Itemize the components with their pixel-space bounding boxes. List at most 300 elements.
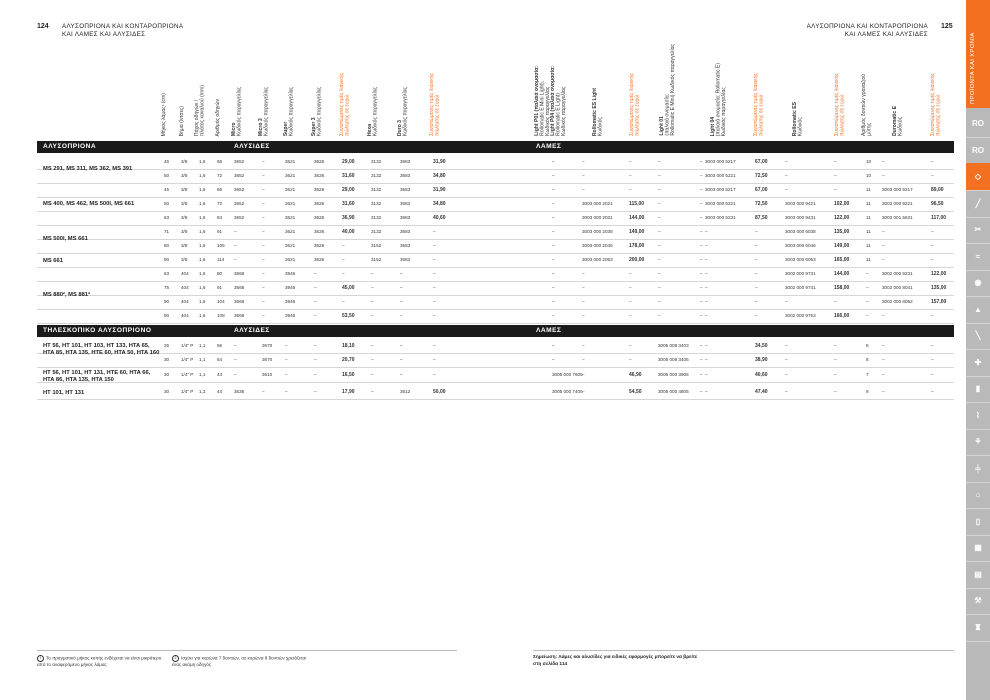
table-cell: – xyxy=(629,343,632,348)
table-cell: – xyxy=(882,173,885,178)
rail-item-12[interactable] xyxy=(966,402,990,430)
col-head-left-text-3 xyxy=(195,85,206,136)
table-cell: 3003 000 5221 xyxy=(705,173,736,178)
table-cell: 3003 000 5217 xyxy=(705,159,736,164)
col-head-left-text-7 xyxy=(284,87,295,136)
col-head-right-text-2 xyxy=(551,66,568,136)
section-title: ΤΗΛΕΣΚΟΠΙΚΟ ΑΛΥΣΟΠΡΙΟΝΟ xyxy=(43,327,152,334)
table-cell: – xyxy=(700,389,703,394)
table-cell: 3636 xyxy=(234,389,245,394)
table-cell: – xyxy=(552,201,555,206)
col-head-right-text-5 xyxy=(660,44,677,136)
table-cell: 3668 xyxy=(234,285,245,290)
col-head-right-line: Συνιστώμενες τιμές λιανικής xyxy=(930,73,936,136)
table-cell: 3610 xyxy=(262,372,273,377)
table-cell: – xyxy=(931,229,934,234)
table-cell: – xyxy=(552,229,555,234)
rail-item-17[interactable] xyxy=(966,534,990,562)
table-cell: – xyxy=(866,313,869,318)
table-cell: – xyxy=(285,357,288,362)
table-cell: 1,6 xyxy=(199,215,206,220)
table-cell: – xyxy=(262,271,265,276)
table-cell: 3946 xyxy=(285,313,296,318)
table-cell: 3670 xyxy=(262,343,273,348)
col-head-right-line: Rollomatic E Light) xyxy=(555,93,562,136)
col-head-left-line: Κωδικός παραγγελίας xyxy=(236,86,243,136)
table-cell: – xyxy=(371,372,374,377)
table-cell: – xyxy=(785,372,788,377)
rail-item-2[interactable] xyxy=(966,137,990,165)
table-cell: 3005 000 4805 xyxy=(658,389,689,394)
table-cell: – xyxy=(629,313,632,318)
table-cell: 10 xyxy=(866,159,872,164)
col-head-right-line: Κωδικός παραγγελίας xyxy=(545,86,552,136)
table-cell: – xyxy=(785,187,788,192)
table-row xyxy=(37,281,954,296)
rail-item-9[interactable] xyxy=(966,322,990,350)
table-cell: – xyxy=(700,299,703,304)
table-cell: – xyxy=(755,313,758,318)
rail-item-16[interactable] xyxy=(966,508,990,536)
table-cell: 3652 xyxy=(234,159,245,164)
table-cell: – xyxy=(433,372,436,377)
table-cell: 3/8 xyxy=(181,229,188,234)
table-cell: 18,10 xyxy=(342,343,355,349)
model-group-1: MS 291, MS 311, MS 362, MS 391 xyxy=(43,166,133,172)
table-cell: 3683 xyxy=(400,159,411,164)
table-row xyxy=(37,353,954,368)
table-cell: – xyxy=(705,271,708,276)
table-cell: 3652 xyxy=(234,187,245,192)
table-cell: 38,90 xyxy=(755,357,768,363)
rail-item-10[interactable] xyxy=(966,349,990,377)
rail-item-3[interactable] xyxy=(966,163,990,191)
col-head-left-text-6 xyxy=(259,87,270,136)
table-cell: 3626 xyxy=(314,229,325,234)
table-cell: – xyxy=(400,299,403,304)
table-cell: 87,50 xyxy=(755,215,768,221)
col-head-right-line: Κωδικός παραγγελίας xyxy=(721,86,728,136)
cultivator-icon: ⚘ xyxy=(974,437,982,446)
table-cell: 20,70 xyxy=(342,357,355,363)
table-cell: 3652 xyxy=(234,173,245,178)
table-cell: 90 xyxy=(164,299,170,304)
table-cell: – xyxy=(658,215,661,220)
table-cell: 102,00 xyxy=(834,201,850,207)
table-cell: 3/8 xyxy=(181,257,188,262)
table-cell: 44 xyxy=(217,389,223,394)
table-cell: 11 xyxy=(866,215,871,220)
table-cell: 1/4" P xyxy=(181,389,194,394)
col-head-left-line: Duro 3 xyxy=(397,119,403,136)
table-cell: – xyxy=(433,229,436,234)
table-cell: – xyxy=(658,159,661,164)
table-cell: 1,1 xyxy=(199,357,206,362)
table-cell: 3003 000 5217 xyxy=(705,187,736,192)
section-bars-label: ΛΑΜΕΣ xyxy=(536,327,562,334)
table-cell: – xyxy=(755,243,758,248)
table-cell: 117,00 xyxy=(931,215,947,221)
pruner-icon: ✚ xyxy=(974,357,982,367)
col-head-right-text-12 xyxy=(931,73,942,136)
col-head-right-line: Συνιστώμενες τιμές λιανικής xyxy=(753,73,759,136)
table-cell: 11 xyxy=(866,257,871,262)
table-cell: 3005 000 3905 xyxy=(658,372,689,377)
table-cell: 1,6 xyxy=(199,285,206,290)
table-cell: 3003 000 6053 xyxy=(785,257,816,262)
table-cell: – xyxy=(400,285,403,290)
table-cell: 3683 xyxy=(400,173,411,178)
col-head-left-line: Αριθμός οδηγών xyxy=(215,98,221,136)
table-cell: 30 xyxy=(164,372,170,377)
table-cell: 404 xyxy=(181,313,189,318)
col-head-left-text-1 xyxy=(162,93,168,136)
table-cell: 72 xyxy=(217,173,223,178)
table-cell: – xyxy=(931,313,934,318)
case-icon: ▤ xyxy=(974,569,982,579)
header-right-line1: ΑΛΥΣΟΠΡΙΟΝΑ ΚΑΙ ΚΟΝΤΑΡΟΠΡΙΟΝΑ xyxy=(806,23,928,30)
table-cell: 200,00 xyxy=(629,257,645,263)
col-head-right-line: πώλησης σε ευρώ xyxy=(758,94,765,136)
table-cell: – xyxy=(785,357,788,362)
rail-item-4[interactable] xyxy=(966,190,990,218)
table-cell: 149,00 xyxy=(834,243,850,249)
table-cell: – xyxy=(834,173,837,178)
table-cell: – xyxy=(882,313,885,318)
region-badge-icon: RO xyxy=(972,145,984,155)
table-cell: – xyxy=(552,159,555,164)
model-group-7: HT 56, HT 101, HT 131, HTE 60, HTA 66, HTA 86, HTA 135, HTA 150 xyxy=(43,370,151,383)
table-cell: – xyxy=(582,187,585,192)
rail-active-category[interactable] xyxy=(966,0,990,108)
table-cell: – xyxy=(371,389,374,394)
table-cell: 3003 000 2053 xyxy=(582,257,613,262)
table-cell: – xyxy=(314,313,317,318)
page-number-left: 124 xyxy=(37,23,49,30)
table-cell: 404 xyxy=(181,271,189,276)
table-cell: 47,40 xyxy=(755,389,768,395)
table-cell: – xyxy=(658,243,661,248)
table-cell: – xyxy=(433,271,436,276)
hedge-icon: ✂ xyxy=(974,225,982,234)
col-head-right-text-7 xyxy=(754,73,765,136)
table-cell: – xyxy=(582,313,585,318)
table-cell: – xyxy=(882,372,885,377)
table-cell: 10 xyxy=(866,173,872,178)
table-cell: 3003 000 6038 xyxy=(785,229,816,234)
table-cell: – xyxy=(552,285,555,290)
section-chains-label: ΑΛΥΣΙΔΕΣ xyxy=(234,143,270,150)
rail-item-14[interactable] xyxy=(966,455,990,483)
table-cell: 3132 xyxy=(371,159,382,164)
table-cell: 1,6 xyxy=(199,313,206,318)
tiller-icon: ╪ xyxy=(975,463,981,473)
table-cell: 1,1 xyxy=(199,372,206,377)
table-cell: 3/8 xyxy=(181,243,188,248)
table-cell: 50 xyxy=(164,201,170,206)
col-head-right-line: Light 04 xyxy=(710,116,716,136)
table-cell: 3621 xyxy=(285,159,296,164)
table-row xyxy=(37,239,954,254)
table-cell: 108 xyxy=(217,313,225,318)
table-cell: 3652 xyxy=(234,215,245,220)
special-bars-remark: Σημείωση: Λάμες και αλυσίδες για ειδικές εφαρμογές μπορείτε να βρείτε στη σελίδα 114 xyxy=(533,655,698,667)
table-cell: – xyxy=(700,372,703,377)
col-head-left-line: Super 3 xyxy=(311,117,317,136)
table-cell: 3621 xyxy=(285,187,296,192)
table-cell: 63 xyxy=(164,271,170,276)
col-head-left-line: Βήμα (ίντσες) xyxy=(179,105,185,136)
table-cell: 149,00 xyxy=(629,229,645,235)
col-head-right-line: (παλαιά ονομασία: xyxy=(664,94,671,136)
table-cell: – xyxy=(705,243,708,248)
table-cell: 31,90 xyxy=(433,187,446,193)
table-cell: 3626 xyxy=(314,215,325,220)
col-head-left-line: πώλησης σε ευρώ xyxy=(434,94,441,136)
col-head-left-line: Κωδικός παραγγελίας xyxy=(402,86,409,136)
col-head-left-line: Super xyxy=(283,121,289,136)
table-cell: 1,6 xyxy=(199,187,206,192)
table-cell: – xyxy=(314,372,317,377)
table-cell: 8 xyxy=(866,343,869,348)
table-cell: 3946 xyxy=(285,285,296,290)
table-cell: – xyxy=(433,313,436,318)
table-cell: – xyxy=(400,372,403,377)
table-row xyxy=(37,309,954,324)
table-cell: 3132 xyxy=(371,229,382,234)
table-cell: – xyxy=(314,285,317,290)
table-cell: – xyxy=(700,173,703,178)
table-cell: – xyxy=(700,313,703,318)
table-cell: – xyxy=(700,257,703,262)
model-group-8: HT 101, HT 131 xyxy=(43,390,85,396)
table-cell: 3003 000 2046 xyxy=(582,243,613,248)
table-cell: – xyxy=(931,243,934,248)
table-cell: – xyxy=(262,285,265,290)
table-cell: – xyxy=(285,389,288,394)
table-cell: – xyxy=(552,173,555,178)
table-cell: 56 xyxy=(217,343,223,348)
col-head-left-text-12 xyxy=(430,73,441,136)
table-cell: – xyxy=(582,159,585,164)
col-head-right-text-10 xyxy=(862,74,873,136)
table-cell: 75 xyxy=(164,285,170,290)
rail-item-19[interactable] xyxy=(966,587,990,615)
table-cell: 17,90 xyxy=(342,389,355,395)
table-cell: – xyxy=(834,372,837,377)
table-cell: – xyxy=(552,343,555,348)
col-head-left-line: Micro xyxy=(231,122,237,136)
table-cell: 3/8 xyxy=(181,173,188,178)
table-cell: 3621 xyxy=(285,201,296,206)
table-cell: – xyxy=(433,257,436,262)
region-badge-icon: RO xyxy=(972,119,984,128)
table-row xyxy=(37,385,954,400)
table-cell: 3946 xyxy=(285,271,296,276)
col-head-right-line: Rollomatic E Mini) Κωδικός παραγγελίας xyxy=(670,44,677,136)
rail-item-7[interactable] xyxy=(966,269,990,297)
table-cell: – xyxy=(931,389,934,394)
table-cell: – xyxy=(433,343,436,348)
rail-item-5[interactable] xyxy=(966,216,990,244)
col-head-right-line: Κωδικός παραγγελίας xyxy=(561,86,568,136)
table-cell: 3003 000 5221 xyxy=(705,201,736,206)
table-cell: 3683 xyxy=(400,229,411,234)
table-cell: 3002 000 9741 xyxy=(785,285,816,290)
table-cell: – xyxy=(834,299,837,304)
rail-item-1[interactable] xyxy=(966,110,990,138)
table-cell: – xyxy=(342,271,345,276)
model-group-5: MS 880², MS 881² xyxy=(43,292,91,298)
rail-item-20[interactable] xyxy=(966,614,990,642)
table-cell: 11 xyxy=(866,187,871,192)
table-cell: – xyxy=(658,271,661,276)
table-cell: 45,00 xyxy=(342,285,355,291)
table-cell: 80 xyxy=(217,271,223,276)
table-cell: 3132 xyxy=(371,215,382,220)
table-cell: – xyxy=(629,271,632,276)
battery-icon: ▦ xyxy=(974,543,982,552)
table-cell: 178,00 xyxy=(629,243,645,249)
table-cell: 3003 000 9421 xyxy=(785,201,816,206)
col-head-right-text-8 xyxy=(793,102,804,136)
table-cell: – xyxy=(629,299,632,304)
vacuum-icon: ◉ xyxy=(974,278,982,287)
table-cell: 9 xyxy=(866,389,869,394)
table-cell: – xyxy=(262,389,265,394)
page-header-left xyxy=(62,23,183,39)
table-cell: – xyxy=(262,159,265,164)
col-head-right-line: Συνιστώμενες τιμές λιανικής xyxy=(629,73,635,136)
table-cell: 144,00 xyxy=(629,215,645,221)
table-cell: – xyxy=(629,357,632,362)
table-cell: 3152 xyxy=(371,243,382,248)
table-cell: 3132 xyxy=(371,187,382,192)
table-cell: – xyxy=(882,357,885,362)
table-cell: 3/8 xyxy=(181,187,188,192)
footnote-1-text: Το πραγματικό μήκος κοπής ενδέχεται να είναι μικρότερο από το αναφερόμενο μήκος λάμας xyxy=(37,655,162,667)
table-cell: 3683 xyxy=(400,201,411,206)
table-cell: 25 xyxy=(164,343,170,348)
rail-item-11[interactable] xyxy=(966,375,990,403)
table-cell: – xyxy=(785,173,788,178)
table-cell: 31,60 xyxy=(342,201,355,207)
table-row xyxy=(37,368,954,383)
table-row xyxy=(37,183,954,198)
footnote-2-text: Ισχύει για κορώνα 7 δοντιών, σε κορώνα 8 δοντιών χρειάζεται ένας ακόμη οδηγός xyxy=(172,655,307,667)
table-cell: – xyxy=(342,299,345,304)
col-head-left-line: Πάχος οδηγών / xyxy=(194,99,200,136)
table-cell: – xyxy=(700,201,703,206)
table-cell: 3612 xyxy=(400,389,411,394)
page-number-right: 125 xyxy=(941,23,953,30)
table-cell: – xyxy=(582,299,585,304)
table-cell: 1/4" P xyxy=(181,357,194,362)
table-cell: – xyxy=(342,257,345,262)
table-cell: 72 xyxy=(217,201,223,206)
model-group-6: HT 56, HT 101, HT 103, HT 133, HTA 65, HTA 85, HTA 135, HTE 60, HTA 50, HTA 160 xyxy=(43,343,160,356)
table-cell: – xyxy=(262,243,265,248)
rail-item-8[interactable] xyxy=(966,296,990,324)
table-cell: – xyxy=(705,357,708,362)
table-cell: 53,50 xyxy=(342,313,355,319)
table-cell: – xyxy=(371,271,374,276)
table-cell: – xyxy=(262,187,265,192)
table-cell: 90 xyxy=(164,313,170,318)
rail-item-13[interactable] xyxy=(966,428,990,456)
table-cell: 66 xyxy=(217,187,223,192)
chainsaw-icon: ◇ xyxy=(974,172,982,181)
table-cell: 11 xyxy=(866,229,871,234)
table-cell: 36,90 xyxy=(342,215,355,221)
table-cell: 3152 xyxy=(371,257,382,262)
table-cell: – xyxy=(262,299,265,304)
table-cell: – xyxy=(629,285,632,290)
table-cell: – xyxy=(582,271,585,276)
table-cell: 45 xyxy=(164,187,170,192)
table-cell: 3683 xyxy=(400,215,411,220)
table-cell: 50,00 xyxy=(433,389,446,395)
table-cell: 3005 000 7605 xyxy=(552,372,583,377)
table-cell: 1/4" P xyxy=(181,343,194,348)
table-cell: 3683 xyxy=(400,243,411,248)
table-cell: – xyxy=(700,229,703,234)
table-cell: – xyxy=(371,299,374,304)
table-cell: – xyxy=(342,243,345,248)
table-cell: 1,6 xyxy=(199,229,206,234)
table-cell: – xyxy=(700,285,703,290)
rail-item-18[interactable] xyxy=(966,561,990,589)
col-head-left-text-10 xyxy=(368,87,379,136)
table-cell: – xyxy=(700,187,703,192)
table-cell: 115,00 xyxy=(629,201,645,207)
table-cell: – xyxy=(262,173,265,178)
rail-item-15[interactable] xyxy=(966,481,990,509)
saw-icon: ╱ xyxy=(975,198,981,208)
rail-item-6[interactable] xyxy=(966,243,990,271)
table-cell: – xyxy=(433,357,436,362)
table-row xyxy=(37,211,954,226)
col-head-left-line: Micro 3 xyxy=(258,118,264,136)
footnote-1 xyxy=(37,655,162,668)
table-cell: 3626 xyxy=(314,257,325,262)
table-cell: – xyxy=(582,343,585,348)
table-cell: – xyxy=(700,215,703,220)
table-cell: 3/8 xyxy=(181,215,188,220)
col-head-right-line: Duromatic E xyxy=(892,105,898,136)
table-cell: 1,6 xyxy=(199,271,206,276)
table-cell: 11 xyxy=(866,243,871,248)
table-cell: 90 xyxy=(164,257,170,262)
page-header-right xyxy=(807,23,928,39)
table-cell: 3132 xyxy=(371,201,382,206)
table-row xyxy=(37,339,954,354)
blower-icon: ≈ xyxy=(975,251,981,261)
table-cell: – xyxy=(658,201,661,206)
table-cell: 1,6 xyxy=(199,257,206,262)
table-cell: – xyxy=(552,215,555,220)
col-head-right-line: πώλησης σε ευρώ xyxy=(634,94,641,136)
table-cell: 40,60 xyxy=(755,372,768,378)
table-cell: – xyxy=(314,389,317,394)
tool-icon: ⚒ xyxy=(974,596,982,605)
table-cell: 165,00 xyxy=(834,257,850,263)
table-cell: – xyxy=(400,343,403,348)
col-head-right-line: (παλαιά ονομασία: Rollomatic E) xyxy=(715,62,722,136)
col-head-left-line: πλάτος καναλιού (mm) xyxy=(199,84,206,136)
table-cell: 3132 xyxy=(371,173,382,178)
table-cell: – xyxy=(705,389,708,394)
